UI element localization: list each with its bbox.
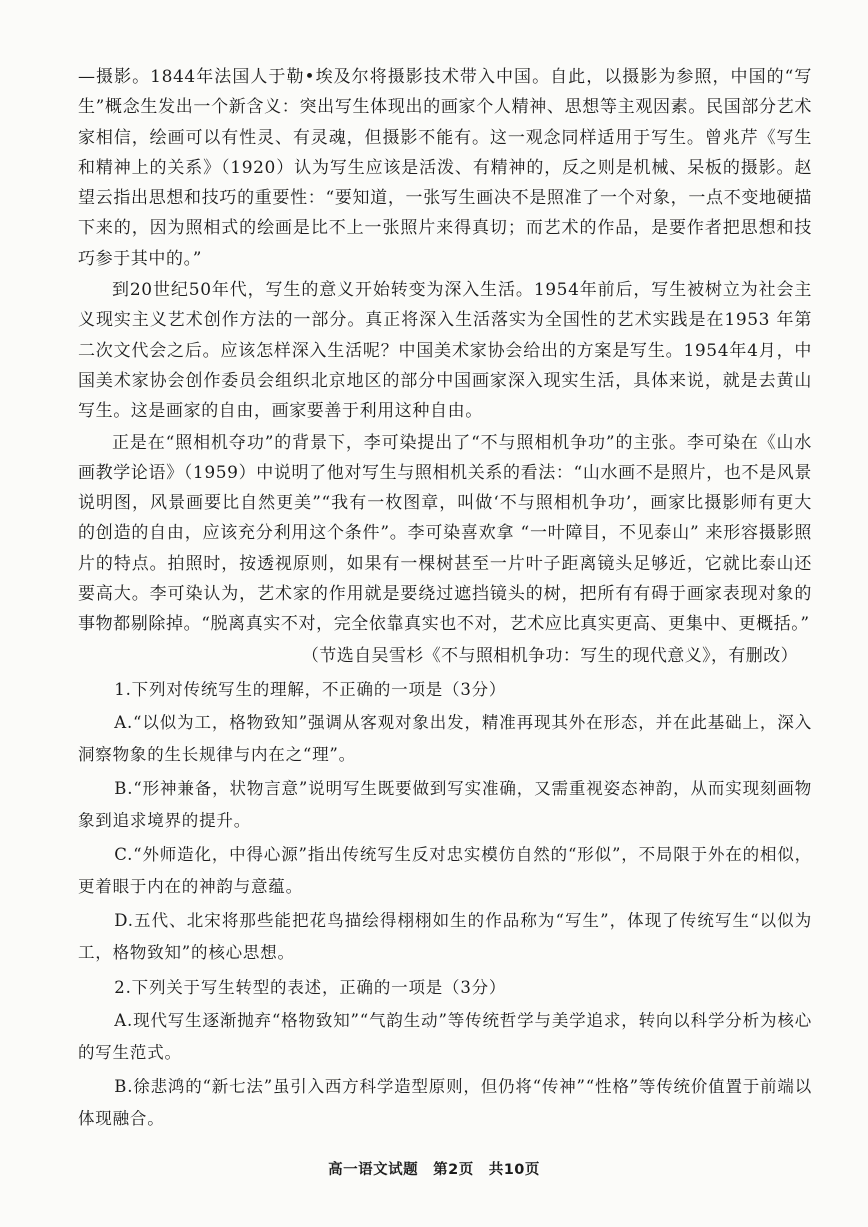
passage-source: （节选自吴雪杉《不与照相机争功：写生的现代意义》，有删改） bbox=[301, 645, 798, 666]
exam-page bbox=[78, 62, 812, 1135]
page-footer: 高一语文试题 第2页 共10页 bbox=[328, 1162, 540, 1178]
question-2-option-b: B.徐悲鸿的“新七法”虽引入西方科学造型原则，但仍将“传神”“性格”等传统价值置于前端以体现融合。 bbox=[78, 1076, 812, 1128]
question-2-title: 2.下列关于写生转型的表述，正确的一项是（3分） bbox=[114, 977, 507, 997]
question-1-option-c: C.“外师造化，中得心源”指出传统写生反对忠实模仿自然的“形似”，不局限于外在的相似，更着眼于内在的神韵与意蕴。 bbox=[78, 844, 812, 896]
passage-paragraph-3: 正是在“照相机夺功”的背景下，李可染提出了“不与照相机争功”的主张。李可染在《山水画教学论语》（1959）中说明了他对写生与照相机关系的看法：“山水画不是照片，也不是风景说明图，风景画要比自然更美”“我有一枚图章，叫做‘不与照相机争功’，画家比摄影师有更大的创造的自由，应该充分利用这个条件”。李可染喜欢拿 “一叶障目，不见泰山” 来形容摄影照片的特点。拍照时，按透视原则，如果有一棵树甚至一片叶子距离镜头足够近，它就比泰山还要高大。李可染认为，艺术家的作用就是要绕过遮挡镜头的树，把所有有碍于画家表现对象的事物都剔除掉。“脱离真实不对，完全依靠真实也不对，艺术应比真实更高、更集中、更概括。” bbox=[78, 432, 812, 635]
question-1-option-a: A.“以似为工，格物致知”强调从客观对象出发，精准再现其外在形态，并在此基础上，深入洞察物象的生长规律与内在之“理”。 bbox=[78, 712, 812, 764]
question-1-option-b: B.“形神兼备，状物言意”说明写生既要做到写实准确，又需重视姿态神韵，从而实现刻画物象到追求境界的提升。 bbox=[78, 778, 812, 830]
question-1-option-d: D.五代、北宋将那些能把花鸟描绘得栩栩如生的作品称为“写生”，体现了传统写生“以似为工，格物致知”的核心思想。 bbox=[78, 910, 812, 962]
question-2-option-a: A.现代写生逐渐抛弃“格物致知”“气韵生动”等传统哲学与美学追求，转向以科学分析为核心的写生范式。 bbox=[78, 1010, 812, 1062]
question-1-title: 1.下列对传统写生的理解，不正确的一项是（3分） bbox=[114, 679, 507, 699]
passage-paragraph-1: —摄影。1844年法国人于勒•埃及尔将摄影技术带入中国。自此，以摄影为参照，中国的“写生”概念生发出一个新含义：突出写生体现出的画家个人精神、思想等主观因素。民国部分艺术家相信，绘画可以有性灵、有灵魂，但摄影不能有。这一观念同样适用于写生。曾兆芹《写生和精神上的关系》（1920）认为写生应该是活泼、有精神的，反之则是机械、呆板的摄影。赵望云指出思想和技巧的重要性：“要知道，一张写生画决不是照准了一个对象，一点不变地硬描下来的，因为照相式的绘画是比不上一张照片来得真切；而艺术的作品，是要作者把思想和技巧参于其中的。” bbox=[78, 67, 812, 269]
passage-paragraph-2: 到20世纪50年代，写生的意义开始转变为深入生活。1954年前后，写生被树立为社会主义现实主义艺术创作方法的一部分。真正将深入生活落实为全国性的艺术实践是在1953 年第二次文代会之后。应该怎样深入生活呢？中国美术家协会给出的方案是写生。1954年4月，中国美术家协会创作委员会组织北京地区的部分中国画家深入现实生活，具体来说，就是去黄山写生。这是画家的自由，画家要善于利用这种自由。 bbox=[78, 280, 812, 422]
